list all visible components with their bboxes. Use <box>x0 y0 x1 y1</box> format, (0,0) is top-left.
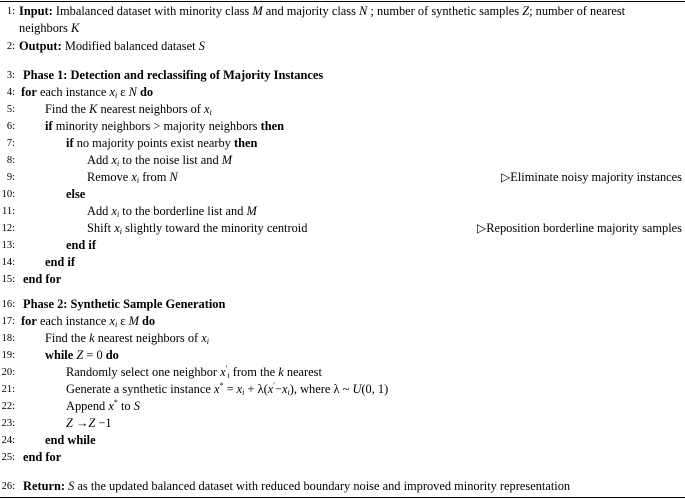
algo-line-7: 7: if no majority points exist nearby then <box>0 135 685 152</box>
algo-line-16 <box>0 296 685 313</box>
phase1-title: Phase 1: Detection and reclassifing of Majority Instances <box>23 68 324 82</box>
line-number: 9: <box>6 172 15 183</box>
line-number: 14: <box>1 257 15 268</box>
line-number: 7: <box>6 138 15 149</box>
algo-line-11: 11: Add $x_i$ to the borderline list and M <box>1 204 257 219</box>
algo-line-26 <box>0 478 685 495</box>
output-statement: Output: Modified balanced dataset S <box>19 39 205 53</box>
line-number: 24: <box>1 435 15 446</box>
line-number: 22: <box>1 401 15 412</box>
algo-line-9: 9: Remove $x_i$ from N ▷Eliminate noisy majority instances <box>0 169 685 186</box>
algo-line-1 <box>0 3 685 20</box>
algo-line-14: 14: end if <box>1 255 75 269</box>
line-number: 26: <box>1 481 15 492</box>
phase2-title: Phase 2: Synthetic Sample Generation <box>23 297 226 311</box>
algo-line-20: 20: Randomly select one neighbor $x'_i$ from the k nearest <box>1 364 322 380</box>
algo-line-5: 5: Find the K nearest neighbors of $x_i$ <box>0 101 685 118</box>
comment-triangle-icon: ▷ <box>501 170 511 184</box>
algo-line-13: 13: end if <box>1 238 96 252</box>
comment-borderline: ▷Reposition borderline majority samples <box>476 221 682 235</box>
algo-line-22: 22: Append x* to S <box>1 398 140 413</box>
algo-line-1-cont <box>0 20 685 37</box>
algo-line-21: 21: Generate a synthetic instance $x^* = x_i + \lambda(x'-x_i)$, where λ ~ U(0, 1) <box>1 381 389 397</box>
algo-line-6: 6: if minority neighbors > majority neighbors then <box>0 118 685 135</box>
line-number: 15: <box>1 274 15 285</box>
input-statement: Input: Imbalanced dataset with minority class M and majority class N ; number of synthetic samples Z; number of nearest <box>19 4 626 18</box>
line-number: 19: <box>1 350 15 361</box>
line-number: 17: <box>1 316 15 327</box>
algo-line-19: 19: while Z = 0 do <box>1 348 119 362</box>
top-rule <box>0 1 685 2</box>
algo-line-17: 17: for each instance $x_i$ ε M do <box>1 314 156 329</box>
line-number: 13: <box>1 240 15 251</box>
line-number: 2: <box>6 41 15 52</box>
algo-line-18: 18: Find the k nearest neighbors of $x_i$ <box>1 331 209 346</box>
algo-line-12: 12: Shift $x_i$ slightly toward the minority centroid ▷Reposition borderline majority samples <box>1 221 682 236</box>
algo-line-2 <box>0 38 685 55</box>
line-number: 18: <box>1 333 15 344</box>
input-statement-cont: neighbors K <box>19 21 80 35</box>
line-number: 8: <box>6 155 15 166</box>
line-number: 11: <box>1 206 15 217</box>
algo-line-4: 4: for each instance $x_i$ ε N do <box>0 84 685 101</box>
algo-line-3 <box>0 67 685 84</box>
return-statement: Return: S as the updated balanced dataset with reduced boundary noise and improved minority representation <box>23 479 571 493</box>
line-number: 12: <box>1 223 15 234</box>
algo-line-24: 24: end while <box>1 433 96 447</box>
line-number: 25: <box>1 452 15 463</box>
algo-line-10: 10: else <box>1 187 86 201</box>
algo-line-15: 15: end for <box>1 272 62 286</box>
algo-line-23: 23: Z →Z −1 <box>1 416 112 430</box>
line-number: 5: <box>6 104 15 115</box>
line-number: 6: <box>6 121 15 132</box>
line-number: 10: <box>1 189 15 200</box>
algo-line-8: 8: Add $x_i$ to the noise list and M <box>0 152 685 169</box>
line-number: 21: <box>1 384 15 395</box>
line-number: 4: <box>6 87 15 98</box>
line-number: 20: <box>1 367 15 378</box>
algo-line-25: 25: end for <box>1 450 62 464</box>
comment-triangle-icon: ▷ <box>476 221 487 235</box>
line-number: 3: <box>6 70 15 81</box>
comment-noise: ▷Eliminate noisy majority instances <box>501 170 682 184</box>
line-number: 23: <box>1 418 15 429</box>
bottom-rule <box>0 497 685 498</box>
line-number: 1: <box>6 6 15 17</box>
line-number: 16: <box>1 299 15 310</box>
